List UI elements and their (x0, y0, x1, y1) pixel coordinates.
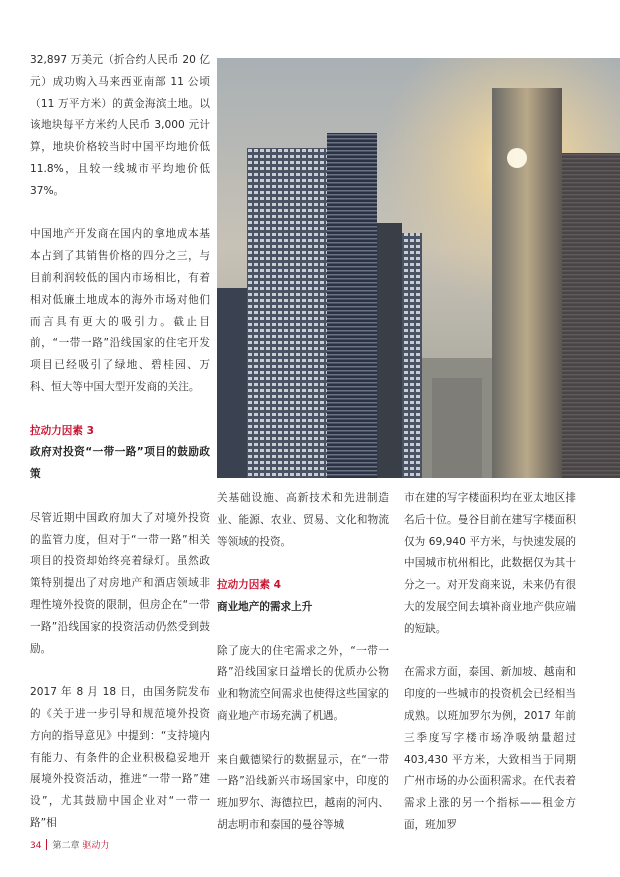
right-column (404, 488, 576, 837)
city-skyline-photo (217, 58, 620, 478)
footer-divider (46, 839, 47, 850)
paragraph: 中国地产开发商在国内的拿地成本基本占到了其销售价格的四分之三，与目前利润较低的国内市场相比，有着相对低廉土地成本的海外市场对他们而言具有更大的吸引力。截止目前，“一带一路”沿线国家的住宅开发项目已经吸引了绿地、碧桂园、万科、恒大等中国大型开发商的关注。 (30, 228, 210, 393)
paragraph: 2017 年 8 月 18 日，由国务院发布的《关于进一步引导和规范境外投资方向的指导意见》中提到：“支持境内有能力、有条件的企业积极稳妥地开展境外投资活动，推进“一带一路”建设”，尤其鼓励中国企业对“一带一路”相 (30, 686, 210, 829)
left-column (30, 50, 210, 835)
paragraph: 除了庞大的住宅需求之外，“一带一路”沿线国家日益增长的优质办公物业和物流空间需求也使得这些国家的商业地产市场充满了机遇。 (217, 644, 389, 722)
paragraph: 市在建的写字楼面积均在亚太地区排名后十位。曼谷目前在建写字楼面积仅为 69,940 平方米，与快速发展的中国城市杭州相比，此数据仅为其十分之一。对开发商来说，未来仍有很大的发展空间去填补商业地产供应端的短缺。 (404, 492, 576, 635)
paragraph: 尽管近期中国政府加大了对境外投资的监管力度，但对于“一带一路”相关项目的投资却始终亮着绿灯。虽然政策特别提出了对房地产和酒店领域非理性境外投资的限制，但房企在“一带一路”沿线国家的投资活动仍然受到鼓励。 (30, 511, 210, 655)
paragraph: 在需求方面，泰国、新加坡、越南和印度的一些城市的投资机会已经相当成熟。以班加罗尔为例，2017 年前三季度写字楼市场净吸纳量超过 403,430 平方米，大致相当于同期广州市场的办公面积需求。在代表着需求上涨的另一个指标——租金方面，班加罗 (404, 666, 576, 831)
middle-column (217, 488, 389, 837)
paragraph: 来自戴德梁行的数据显示，在“一带一路”沿线新兴市场国家中，印度的班加罗尔、海德拉巴，越南的河内、胡志明市和泰国的曼谷等城 (217, 753, 389, 831)
paragraph: 32,897 万美元（折合约人民币 20 亿元）成功购入马来西亚南部 11 公顷（11 万平方米）的黄金海滨土地。以该地块每平方米约人民币 3,000 元计算，地块价格较当时中国平均地价低 11.8%，且较一线城市平均地价低 37%。 (30, 54, 210, 197)
factor-4-label: 拉动力因素 4 (217, 579, 282, 592)
factor-3-title: 政府对投资“一带一路”项目的鼓励政策 (30, 446, 210, 481)
page-number: 34 (30, 841, 42, 851)
factor-4-title: 商业地产的需求上升 (217, 600, 313, 613)
chapter-label: 第二章 (52, 841, 80, 851)
page-footer (30, 838, 109, 851)
factor-3-label: 拉动力因素 3 (30, 424, 95, 437)
paragraph: 关基础设施、高新技术和先进制造业、能源、农业、贸易、文化和物流等领域的投资。 (217, 492, 389, 548)
chapter-name: 驱动力 (82, 841, 110, 851)
